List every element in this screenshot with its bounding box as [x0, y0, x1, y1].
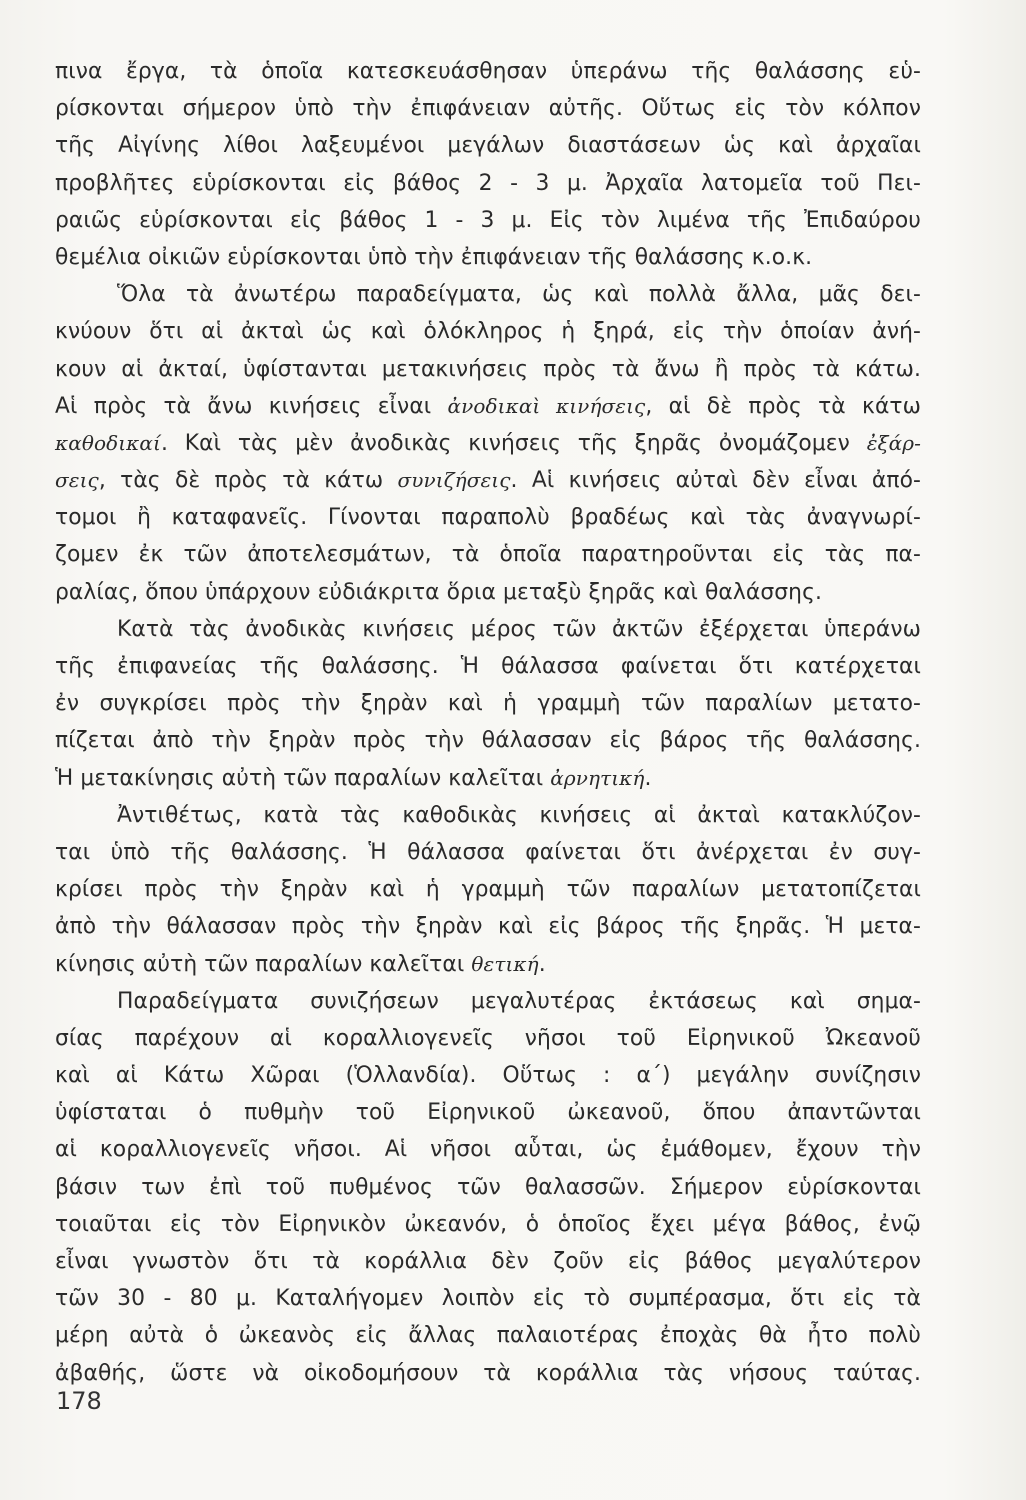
italic-term: σεις [55, 468, 99, 493]
text-line: σεις, τὰς δὲ πρὸς τὰ κάτω συνιζήσεις. Αἱ κινήσεις αὐταὶ δὲν εἶναι ἀπό- [55, 468, 921, 494]
text-line: Ἡ μετακίνησις αὐτὴ τῶν παραλίων καλεῖται ἀρνητική. [55, 765, 652, 791]
paragraph-2 [55, 276, 921, 611]
text-line: Ὅλα τὰ ἀνωτέρω παραδείγματα, ὡς καὶ πολλὰ ἄλλα, μᾶς δει- [117, 282, 921, 308]
italic-term: θετική [471, 951, 539, 976]
text-line: τομοι ἢ καταφανεῖς. Γίνονται παραπολὺ βραδέως καὶ τὰς ἀναγνωρί- [55, 505, 921, 531]
text-line: τῶν 30 - 80 μ. Καταλήγομεν λοιπὸν εἰς τὸ συμπέρασμα, ὅτι εἰς τὰ [55, 1286, 921, 1312]
text-line: αἱ κοραλλιογενεῖς νῆσοι. Αἱ νῆσοι αὗται, ὡς ἐμάθομεν, ἔχουν τὴν [55, 1137, 921, 1163]
text-line: Αἱ πρὸς τὰ ἄνω κινήσεις εἶναι ἀνοδικαὶ κινήσεις, αἱ δὲ πρὸς τὰ κάτω [55, 393, 921, 419]
paragraph-3 [55, 611, 921, 797]
text-line: τοιαῦται εἰς τὸν Εἰρηνικὸν ὠκεανόν, ὁ ὁποῖος ἔχει μέγα βάθος, ἐνῷ [55, 1211, 921, 1237]
text-line: ρίσκονται σήμερον ὑπὸ τὴν ἐπιφάνειαν αὐτῆς. Οὕτως εἰς τὸν κόλπον [55, 96, 921, 122]
text-line: τῆς ἐπιφανείας τῆς θαλάσσης. Ἡ θάλασσα φαίνεται ὅτι κατέρχεται [55, 654, 921, 679]
italic-term: ἀρνητική [550, 765, 645, 790]
text-line: ραιῶς εὑρίσκονται εἰς βάθος 1 - 3 μ. Εἰς τὸν λιμένα τῆς Ἐπιδαύρου [55, 207, 921, 233]
text-line: βάσιν των ἐπὶ τοῦ πυθμένος τῶν θαλασσῶν. Σήμερον εὑρίσκονται [55, 1174, 921, 1200]
paragraph-1 [55, 53, 921, 276]
text-line: καὶ αἱ Κάτω Χῶραι (Ὁλλανδία). Οὕτως : α΄) μεγάλην συνίζησιν [55, 1063, 921, 1089]
text-line: ὑφίσταται ὁ πυθμὴν τοῦ Εἰρηνικοῦ ὠκεανοῦ, ὅπου ἀπαντῶνται [55, 1100, 921, 1126]
italic-term: ἀνοδικαὶ κινήσεις [447, 393, 646, 418]
text-line: κίνησις αὐτὴ τῶν παραλίων καλεῖται θετική. [55, 951, 546, 977]
paragraph-5 [55, 983, 921, 1392]
text-line: Παραδείγματα συνιζήσεων μεγαλυτέρας ἐκτάσεως καὶ σημα- [117, 988, 921, 1014]
text-line: Κατὰ τὰς ἀνοδικὰς κινήσεις μέρος τῶν ἀκτῶν ἐξέρχεται ὑπεράνω [117, 616, 921, 642]
paragraph-4 [55, 797, 921, 983]
text-line: ραλίας, ὅπου ὑπάρχουν εὐδιάκριτα ὅρια μεταξὺ ξηρᾶς καὶ θαλάσσης. [55, 579, 822, 605]
text-line: πίζεται ἀπὸ τὴν ξηρὰν πρὸς τὴν θάλασσαν εἰς βάρος τῆς θαλάσσης. [55, 728, 921, 754]
text-line: εἶναι γνωστὸν ὅτι τὰ κοράλλια δὲν ζοῦν εἰς βάθος μεγαλύτερον [55, 1249, 921, 1274]
text-line: καθοδικαί. Καὶ τὰς μὲν ἀνοδικὰς κινήσεις τῆς ξηρᾶς ὀνομάζομεν ἐξάρ- [55, 430, 921, 456]
text-line: ται ὑπὸ τῆς θαλάσσης. Ἡ θάλασσα φαίνεται ὅτι ἀνέρχεται ἐν συγ- [55, 839, 921, 865]
italic-term: ἐξάρ- [866, 430, 921, 455]
text-line: ζομεν ἐκ τῶν ἀποτελεσμάτων, τὰ ὁποῖα παρατηροῦνται εἰς τὰς πα- [55, 542, 921, 568]
text-line: σίας παρέχουν αἱ κοραλλιογενεῖς νῆσοι τοῦ Εἰρηνικοῦ Ὠκεανοῦ [55, 1025, 921, 1051]
text-line: ἀβαθής, ὥστε νὰ οἰκοδομήσουν τὰ κοράλλια τὰς νήσους ταύτας. [55, 1360, 921, 1386]
text-line: ἐν συγκρίσει πρὸς τὴν ξηρὰν καὶ ἡ γραμμὴ τῶν παραλίων μετατο- [55, 691, 921, 717]
italic-term: καθοδικαί [55, 430, 161, 455]
text-line: τῆς Αἰγίνης λίθοι λαξευμένοι μεγάλων διαστάσεων ὡς καὶ ἀρχαῖαι [55, 133, 921, 159]
text-line: κουν αἱ ἀκταί, ὑφίστανται μετακινήσεις πρὸς τὰ ἄνω ἢ πρὸς τὰ κάτω. [55, 356, 921, 382]
body-text [55, 53, 921, 1392]
text-line: μέρη αὐτὰ ὁ ὠκεανὸς εἰς ἄλλας παλαιοτέρας ἐποχὰς θὰ ἦτο πολὺ [55, 1323, 921, 1349]
text-line: προβλῆτες εὑρίσκονται εἰς βάθος 2 - 3 μ. Ἀρχαῖα λατομεῖα τοῦ Πει- [55, 170, 921, 196]
text-line: κνύουν ὅτι αἱ ἀκταὶ ὡς καὶ ὁλόκληρος ἡ ξηρά, εἰς τὴν ὁποίαν ἀνή- [55, 319, 921, 345]
italic-term: συνιζήσεις [397, 468, 511, 493]
text-line: θεμέλια οἰκιῶν εὑρίσκονται ὑπὸ τὴν ἐπιφάνειαν τῆς θαλάσσης κ.ο.κ. [55, 244, 813, 270]
page-number: 178 [56, 1387, 102, 1415]
text-line: κρίσει πρὸς τὴν ξηρὰν καὶ ἡ γραμμὴ τῶν παραλίων μετατοπίζεται [55, 877, 921, 903]
text-line: πινα ἔργα, τὰ ὁποῖα κατεσκευάσθησαν ὑπεράνω τῆς θαλάσσης εὑ- [55, 59, 921, 84]
text-line: Ἀντιθέτως, κατὰ τὰς καθοδικὰς κινήσεις αἱ ἀκταὶ κατακλύζον- [117, 802, 921, 828]
text-line: ἀπὸ τὴν θάλασσαν πρὸς τὴν ξηρὰν καὶ εἰς βάρος τῆς ξηρᾶς. Ἡ μετα- [55, 914, 921, 940]
